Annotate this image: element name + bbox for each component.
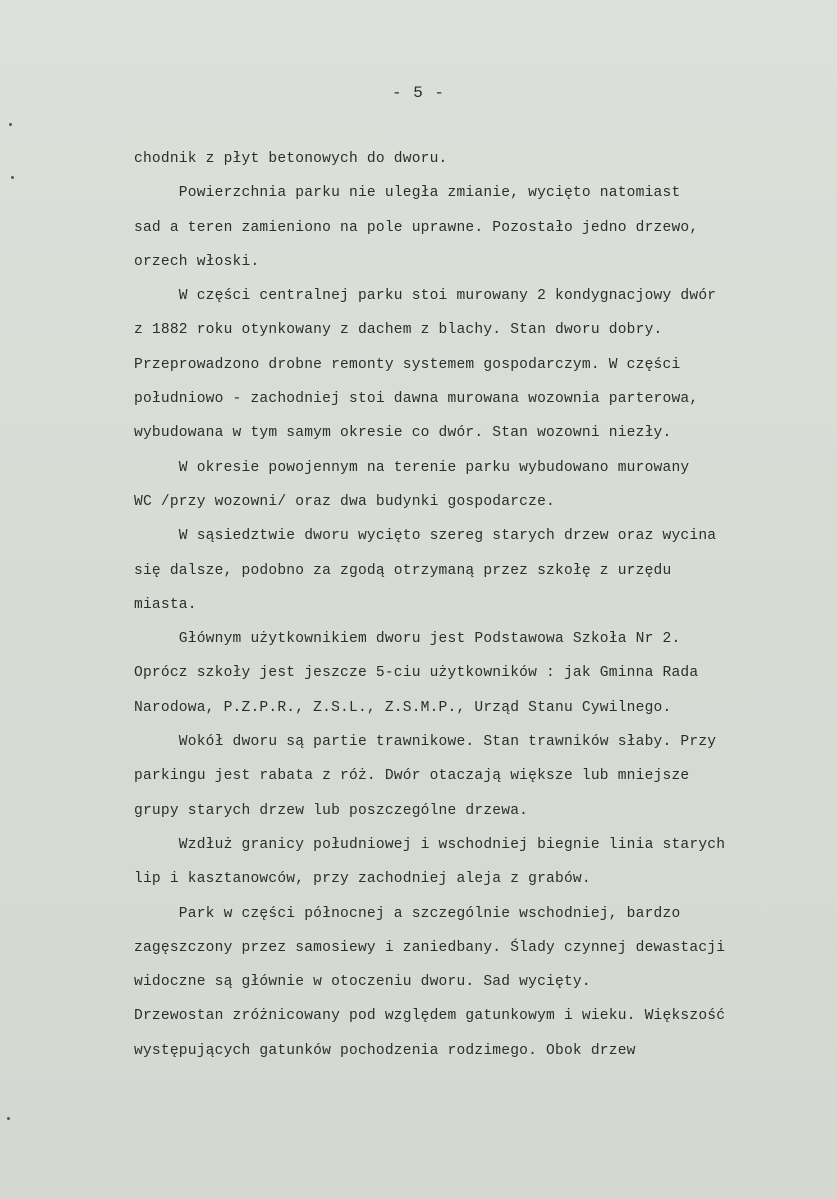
punch-mark	[9, 123, 12, 126]
text-line: sad a teren zamieniono na pole uprawne. Pozostało jedno drzewo,	[134, 219, 699, 236]
text-line: wybudowana w tym samym okresie co dwór. Stan wozowni niezły.	[134, 425, 672, 442]
text-line: W sąsiedztwie dworu wycięto szereg starych drzew oraz wycina	[134, 528, 717, 545]
body-text	[134, 142, 824, 1068]
text-line: miasta.	[134, 596, 197, 613]
text-line: WC /przy wozowni/ oraz dwa budynki gospodarcze.	[134, 493, 556, 510]
text-line: grupy starych drzew lub poszczególne drzewa.	[134, 802, 529, 819]
text-line: Głównym użytkownikiem dworu jest Podstawowa Szkoła Nr 2.	[134, 631, 681, 648]
text-line: parkingu jest rabata z róż. Dwór otaczają większe lub mniejsze	[134, 768, 690, 785]
text-line: zagęszczony przez samosiewy i zaniedbany. Ślady czynnej dewastacji	[134, 939, 726, 956]
text-line: występujących gatunków pochodzenia rodzimego. Obok drzew	[134, 1042, 636, 1059]
punch-mark	[11, 176, 14, 179]
punch-mark	[7, 1117, 10, 1120]
text-line: W części centralnej parku stoi murowany 2 kondygnacjowy dwór	[134, 288, 717, 305]
text-line: Powierzchnia parku nie uległa zmianie, wycięto natomiast	[134, 185, 681, 202]
text-line: lip i kasztanowców, przy zachodniej aleja z grabów.	[134, 871, 591, 888]
text-line: orzech włoski.	[134, 253, 260, 270]
text-line: Narodowa, P.Z.P.R., Z.S.L., Z.S.M.P., Urząd Stanu Cywilnego.	[134, 699, 672, 716]
text-line: Oprócz szkoły jest jeszcze 5-ciu użytkowników : jak Gminna Rada	[134, 665, 699, 682]
text-line: Wzdłuż granicy południowej i wschodniej biegnie linia starych	[134, 836, 726, 853]
text-line: widoczne są głównie w otoczeniu dworu. Sad wycięty.	[134, 974, 591, 991]
text-line: Wokół dworu są partie trawnikowe. Stan trawników słaby. Przy	[134, 734, 717, 751]
text-line: południowo - zachodniej stoi dawna murowana wozownia parterowa,	[134, 391, 699, 408]
text-line: W okresie powojennym na terenie parku wybudowano murowany	[134, 459, 690, 476]
text-line: Przeprowadzono drobne remonty systemem gospodarczym. W części	[134, 356, 681, 373]
text-line: się dalsze, podobno za zgodą otrzymaną przez szkołę z urzędu	[134, 562, 672, 579]
text-line: z 1882 roku otynkowany z dachem z blachy. Stan dworu dobry.	[134, 322, 663, 339]
text-line: Park w części północnej a szczególnie wschodniej, bardzo	[134, 905, 681, 922]
text-line: Drzewostan zróżnicowany pod względem gatunkowym i wieku. Większość	[134, 1008, 726, 1025]
page-number: - 5 -	[391, 84, 445, 102]
text-line: chodnik z płyt betonowych do dworu.	[134, 151, 448, 167]
